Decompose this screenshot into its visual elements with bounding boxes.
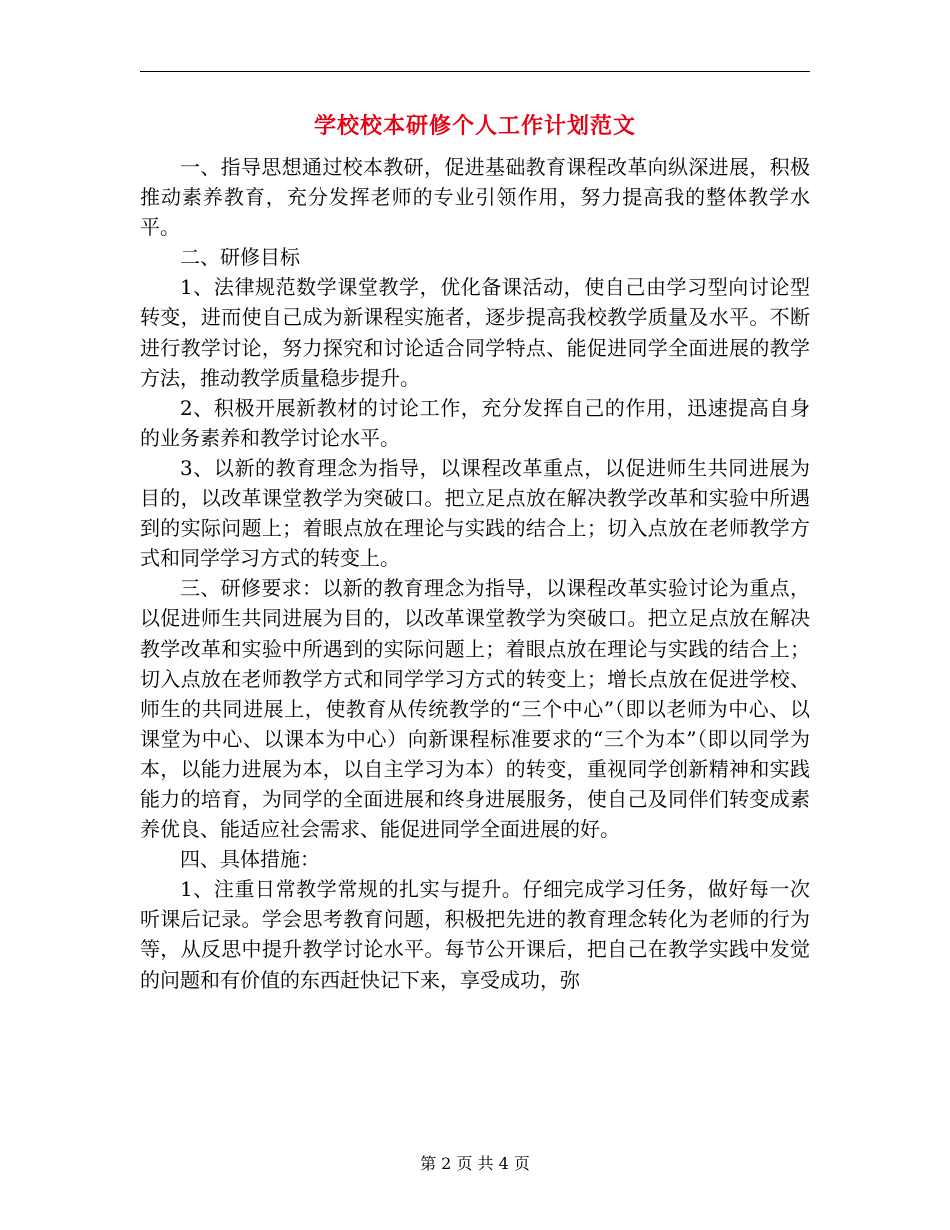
document-title: 学校校本研修个人工作计划范文 (313, 113, 636, 139)
paragraph-guiding-ideology: 一、指导思想通过校本教研，促进基础教育课程改革向纵深进展，积极推动素养教育，充分发挥老师的专业引领作用，努力提高我的整体教学水平。 (140, 155, 810, 240)
header-rule (140, 71, 810, 72)
page-footer: 第 2 页 共 4 页 (420, 1154, 530, 1173)
paragraph-measures-heading: 四、具体措施： (180, 847, 320, 872)
paragraph-goals-heading: 二、研修目标 (180, 245, 300, 270)
paragraph-requirements: 三、研修要求：以新的教育理念为指导，以课程改革实验讨论为重点，以促进师生共同进展为目的，以改革课堂教学为突破口。把立足点放在解决教学改革和实验中所遇到的实际问题上；着眼点放在理论与实践的结合上；切入点放在老师教学方式和同学学习方式的转变上；增长点放在促进学校、师生的共同进展上，使教育从传统教学的“三个中心”（即以老师为中心、以课堂为中心、以课本为中心）向新课程标准要求的“三个为本”（即以同学为本，以能力进展为本，以自主学习为本）的转变，重视同学创新精神和实践能力的培育，为同学的全面进展和终身进展服务，使自己及同伴们转变成素养优良、能适应社会需求、能促进同学全面进展的好。 (140, 576, 810, 842)
paragraph-goal-2: 2、积极开展新教材的讨论工作，充分发挥自己的作用，迅速提高自身的业务素养和教学讨论水平。 (140, 395, 810, 450)
paragraph-measure-1: 1、注重日常教学常规的扎实与提升。仔细完成学习任务，做好每一次听课后记录。学会思考教育问题，积极把先进的教育理念转化为老师的行为等，从反思中提升教学讨论水平。每节公开课后，把自己在教学实践中发觉的问题和有价值的东西赶快记下来，享受成功，弥 (140, 877, 810, 992)
paragraph-goal-1: 1、法律规范数学课堂教学，优化备课活动，使自己由学习型向讨论型转变，进而使自己成为新课程实施者，逐步提高我校教学质量及水平。不断进行教学讨论，努力探究和讨论适合同学特点、能促进同学全面进展的教学方法，推动教学质量稳步提升。 (140, 275, 810, 390)
paragraph-goal-3: 3、以新的教育理念为指导，以课程改革重点，以促进师生共同进展为目的，以改革课堂教学为突破口。把立足点放在解决教学改革和实验中所遇到的实际问题上；着眼点放在理论与实践的结合上；切入点放在老师教学方式和同学学习方式的转变上。 (140, 455, 810, 571)
document-body (140, 152, 810, 995)
